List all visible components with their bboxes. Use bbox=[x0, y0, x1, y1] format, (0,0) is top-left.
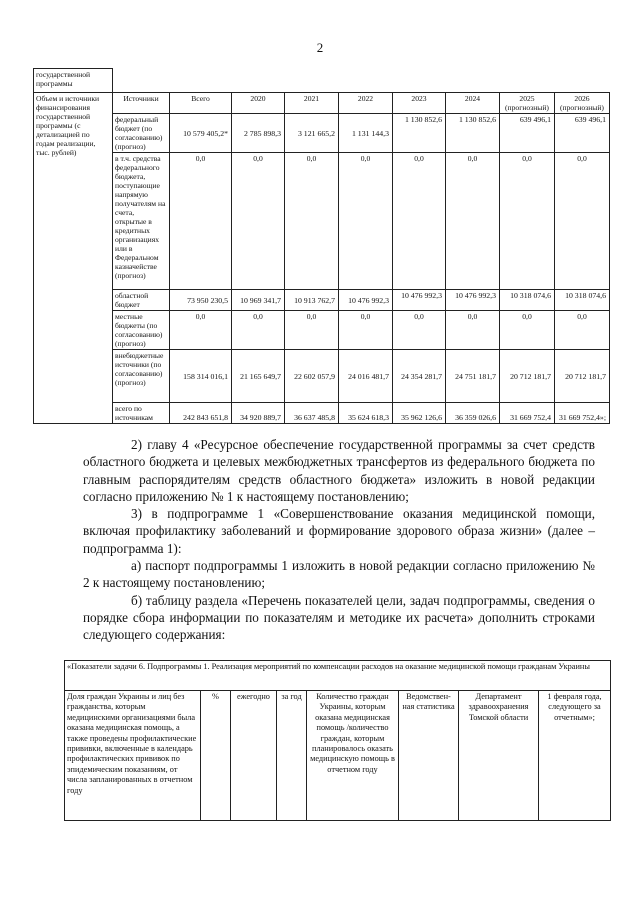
value-cell: 3 121 665,2 bbox=[285, 114, 339, 153]
value-cell: 0,0 bbox=[393, 311, 446, 350]
value-cell: 1 130 852,6 bbox=[393, 114, 446, 153]
value-cell: 20 712 181,7 bbox=[555, 350, 610, 403]
table-row bbox=[34, 153, 610, 290]
value-cell: 0,0 bbox=[446, 153, 500, 290]
indicator-source: Ведомствен-ная статистика bbox=[399, 691, 459, 821]
paragraph: 3) в подпрограмме 1 «Совершенствование оказания медицинской помощи, включая профилактику заболеваний и формирование здорового образа жизни» (далее – подпрограмма 1): bbox=[83, 506, 595, 556]
row-label-program: государственной программы bbox=[34, 69, 113, 93]
value-cell: 10 476 992,3 bbox=[393, 290, 446, 311]
value-cell: 35 962 126,6 bbox=[393, 403, 446, 424]
header-year: 2025 (прогнозный) bbox=[500, 93, 555, 114]
value-cell: 0,0 bbox=[500, 153, 555, 290]
table-row bbox=[34, 311, 610, 350]
source-label: внебюджетные источники (по согласованию) (прогноз) bbox=[113, 350, 170, 403]
value-cell: 10 318 074,6 bbox=[555, 290, 610, 311]
page-number: 2 bbox=[316, 40, 324, 55]
value-cell: 0,0 bbox=[500, 311, 555, 350]
value-cell: 1 130 852,6 bbox=[446, 114, 500, 153]
value-cell: 158 314 016,1 bbox=[170, 350, 232, 403]
value-cell: 21 165 649,7 bbox=[232, 350, 285, 403]
indicator-deadline: 1 февраля года, следующего за отчетным»; bbox=[539, 691, 611, 821]
value-cell: 34 920 889,7 bbox=[232, 403, 285, 424]
header-total: Всего bbox=[170, 93, 232, 114]
value-cell: 73 950 230,5 bbox=[170, 290, 232, 311]
table-row bbox=[34, 114, 610, 153]
value-cell: 20 712 181,7 bbox=[500, 350, 555, 403]
value-cell: 1 131 144,3 bbox=[339, 114, 393, 153]
paragraph: 2) главу 4 «Ресурсное обеспечение государственной программы за счет средств областного бюджета и целевых межбюджетных трансфертов из федерального бюджета по главным распорядителям средств областного бюджета» изложить в новой редакции согласно приложению № 1 к настоящему постановлению; bbox=[83, 437, 595, 504]
value-cell: 0,0 bbox=[393, 153, 446, 290]
value-cell: 10 913 762,7 bbox=[285, 290, 339, 311]
value-cell: 0,0 bbox=[555, 311, 610, 350]
value-cell: 0,0 bbox=[170, 311, 232, 350]
value-cell: 31 669 752,4»; bbox=[555, 403, 610, 424]
indicator-method: Количество граждан Украины, которым оказана медицинская помощь /количество граждан, которым планировалось оказать медицинскую помощь в отчетном году bbox=[307, 691, 399, 821]
value-cell: 10 476 992,3 bbox=[446, 290, 500, 311]
row-label-financing: Объем и источники финансирования государственной программы (с детализацией по годам реализации, тыс. рублей) bbox=[34, 93, 113, 424]
header-year: 2022 bbox=[339, 93, 393, 114]
header-year: 2024 bbox=[446, 93, 500, 114]
financing-table bbox=[33, 68, 610, 424]
source-label: федеральный бюджет (по согласованию) (прогноз) bbox=[113, 114, 170, 153]
indicator-name: Доля граждан Украины и лиц без гражданства, которым медицинскими организациями была оказана медицинская помощь, а также проведены профилактические прививки, включенные в календарь профилактических прививок по эпидемическим показаниям, от числа запланированных в отчетном году bbox=[65, 691, 201, 821]
indicators-title: «Показатели задачи 6. Подпрограммы 1. Реализация мероприятий по компенсации расходов на оказание медицинской помощи гражданам Украины bbox=[65, 661, 611, 691]
indicators-table bbox=[64, 660, 611, 821]
value-cell: 0,0 bbox=[285, 311, 339, 350]
value-cell: 0,0 bbox=[339, 153, 393, 290]
header-year: 2026 (прогнозный) bbox=[555, 93, 610, 114]
value-cell: 36 359 026,6 bbox=[446, 403, 500, 424]
value-cell: 2 785 898,3 bbox=[232, 114, 285, 153]
indicator-responsible: Департамент здравоохранения Томской области bbox=[459, 691, 539, 821]
value-cell: 31 669 752,4 bbox=[500, 403, 555, 424]
value-cell: 24 751 181,7 bbox=[446, 350, 500, 403]
value-cell: 35 624 618,3 bbox=[339, 403, 393, 424]
value-cell: 0,0 bbox=[555, 153, 610, 290]
source-label: всего по источникам bbox=[113, 403, 170, 424]
paragraph: а) паспорт подпрограммы 1 изложить в новой редакции согласно приложению № 2 к настоящему постановлению; bbox=[83, 558, 595, 591]
value-cell: 0,0 bbox=[446, 311, 500, 350]
value-cell: 10 476 992,3 bbox=[339, 290, 393, 311]
value-cell: 24 354 281,7 bbox=[393, 350, 446, 403]
value-cell: 0,0 bbox=[170, 153, 232, 290]
value-cell: 22 602 057,9 bbox=[285, 350, 339, 403]
value-cell: 0,0 bbox=[232, 153, 285, 290]
value-cell: 10 579 405,2* bbox=[170, 114, 232, 153]
header-year: 2021 bbox=[285, 93, 339, 114]
header-sources: Источники bbox=[113, 93, 170, 114]
paragraph: б) таблицу раздела «Перечень показателей цели, задач подпрограммы, сведения о порядке сбора информации по показателям и методике их расчета» дополнить строками следующего содержания: bbox=[83, 592, 595, 643]
table-row bbox=[34, 403, 610, 424]
value-cell: 0,0 bbox=[285, 153, 339, 290]
value-cell: 36 637 485,8 bbox=[285, 403, 339, 424]
source-label: областной бюджет bbox=[113, 290, 170, 311]
value-cell: 0,0 bbox=[339, 311, 393, 350]
value-cell: 10 318 074,6 bbox=[500, 290, 555, 311]
value-cell: 639 496,1 bbox=[555, 114, 610, 153]
indicator-period: за год bbox=[277, 691, 307, 821]
value-cell: 242 843 651,8 bbox=[170, 403, 232, 424]
source-label: в т.ч. средства федерального бюджета, поступающие напрямую получателям на счета, открытые в кредитных организациях или в Федеральном казначействе (прогноз) bbox=[113, 153, 170, 290]
indicator-unit: % bbox=[201, 691, 231, 821]
value-cell: 0,0 bbox=[232, 311, 285, 350]
table-row bbox=[34, 350, 610, 403]
value-cell: 10 969 341,7 bbox=[232, 290, 285, 311]
value-cell: 24 016 481,7 bbox=[339, 350, 393, 403]
header-year: 2020 bbox=[232, 93, 285, 114]
table-row bbox=[34, 290, 610, 311]
indicator-frequency: ежегодно bbox=[231, 691, 277, 821]
value-cell: 639 496,1 bbox=[500, 114, 555, 153]
document-body bbox=[83, 436, 595, 644]
table-row bbox=[65, 691, 611, 821]
source-label: местные бюджеты (по согласованию) (прогноз) bbox=[113, 311, 170, 350]
header-year: 2023 bbox=[393, 93, 446, 114]
